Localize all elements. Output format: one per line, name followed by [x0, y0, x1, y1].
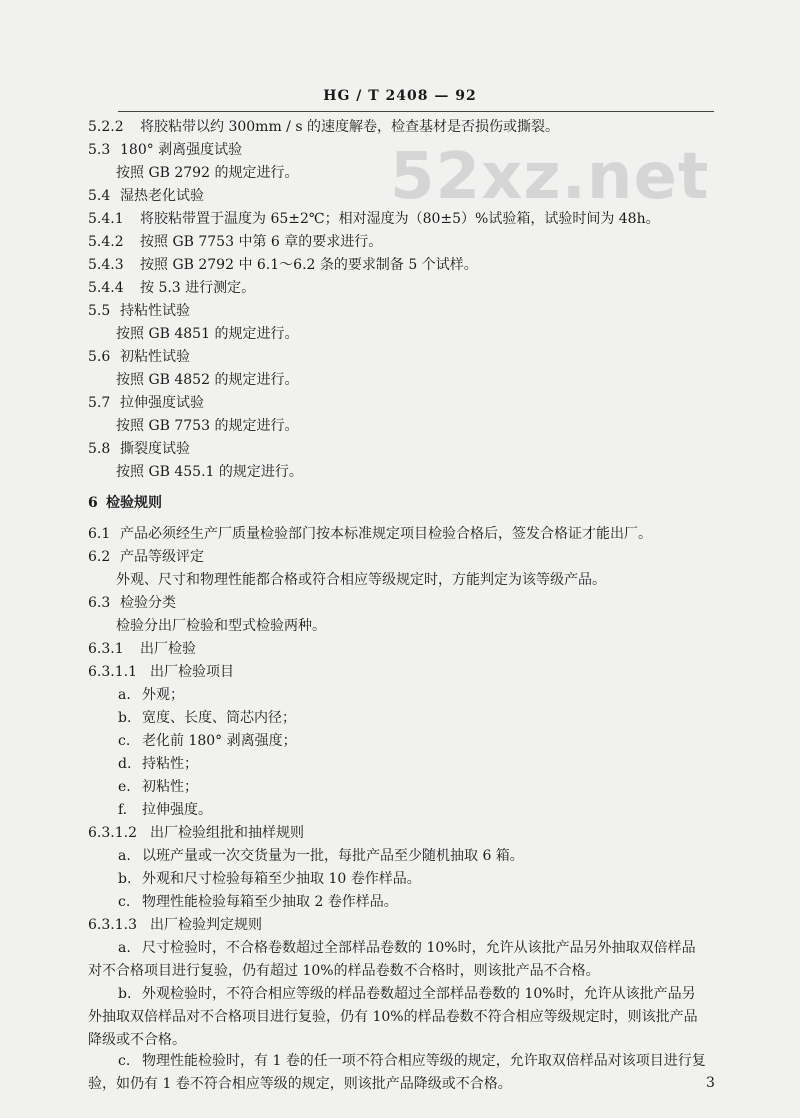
standard-code-header: HG / T 2408 — 92 — [323, 88, 477, 104]
watermark: 52xz.net — [390, 140, 710, 214]
header-rule — [118, 111, 714, 112]
document-page: HG / T 2408 — 92 52xz.net 5.2.2 将胶粘带以约 300mm / s 的速度解卷，检查基材是否损伤或撕裂。 5.3 180° 剥离强度试验 按照 GB 2792 的规定进行。 5.4 湿热老化试验 5.4.1 将胶粘带置于温度为 65±2℃；相对湿度为（80±5）%试验箱，试验时间为 48h。 5.4.2 按照 GB 7753 中第 6 章的要求进行。 5.4.3 按照 GB 2792 中 6.1～6.2 条的要求制备 5 个试样。 5.4.4 按 5.3 进行测定。 5.5 持粘性试验 按照 GB 4851 的规定进行。 5.6 初粘性试验 按照 GB 4852 的规定进行。 5.7 拉伸强度试验 按照 GB 7753 的规定进行。 5.8 撕裂度试验 按照 GB 455.1 的规定进行。 6 检验规则 6.1 产品必须经生产厂质量检验部门按本标准规定项目检验合格后，签发合格证才能出厂。 6.2 产品等级评定 外观、尺寸和物理性能都合格或符合相应等级规定时，方能判定为该等级产品。 6.3 检验分类 检验分出厂检验和型式检验两种。 6.3.1 出厂检验 6.3.1.1 出厂检验项目 a. 外观； b. 宽度、长度、筒芯内径； c. 老化前 180° 剥离强度； d. 持粘性； e. 初粘性； f. 拉伸强度。 6.3.1.2 出厂检验组批和抽样规则 a. 以班产量或一次交货量为一批，每批产品至少随机抽取 6 箱。 b. 外观和尺寸检验每箱至少抽取 10 卷作样品。 c. 物理性能检验每箱至少抽取 2 卷作样品。 6.3.1.3 出厂检验判定规则 a. 尺寸检验时，不合格卷数超过全部样品卷数的 10%时，允许从该批产品另外抽取双倍样品 对不合格项目进行复验，仍有超过 10%的样品卷数不合格时，则该批产品不合格。 b. 外观检验时，不符合相应等级的样品卷数超过全部样品卷数的 10%时，允许从该批产品另 外抽取双倍样品对不合格项目进行复验，仍有 10%的样品卷数不符合相应等级规定时，则该批产品 降级或不合格。 c. 物理性能检验时，有 1 卷的任一项不符合相应等级的规定，允许取双倍样品对该项目进行复 验，如仍有 1 卷不符合相应等级的规定，则该批产品降级或不合格。 3 — [0, 0, 800, 1118]
page-number: 3 — [706, 1075, 715, 1091]
